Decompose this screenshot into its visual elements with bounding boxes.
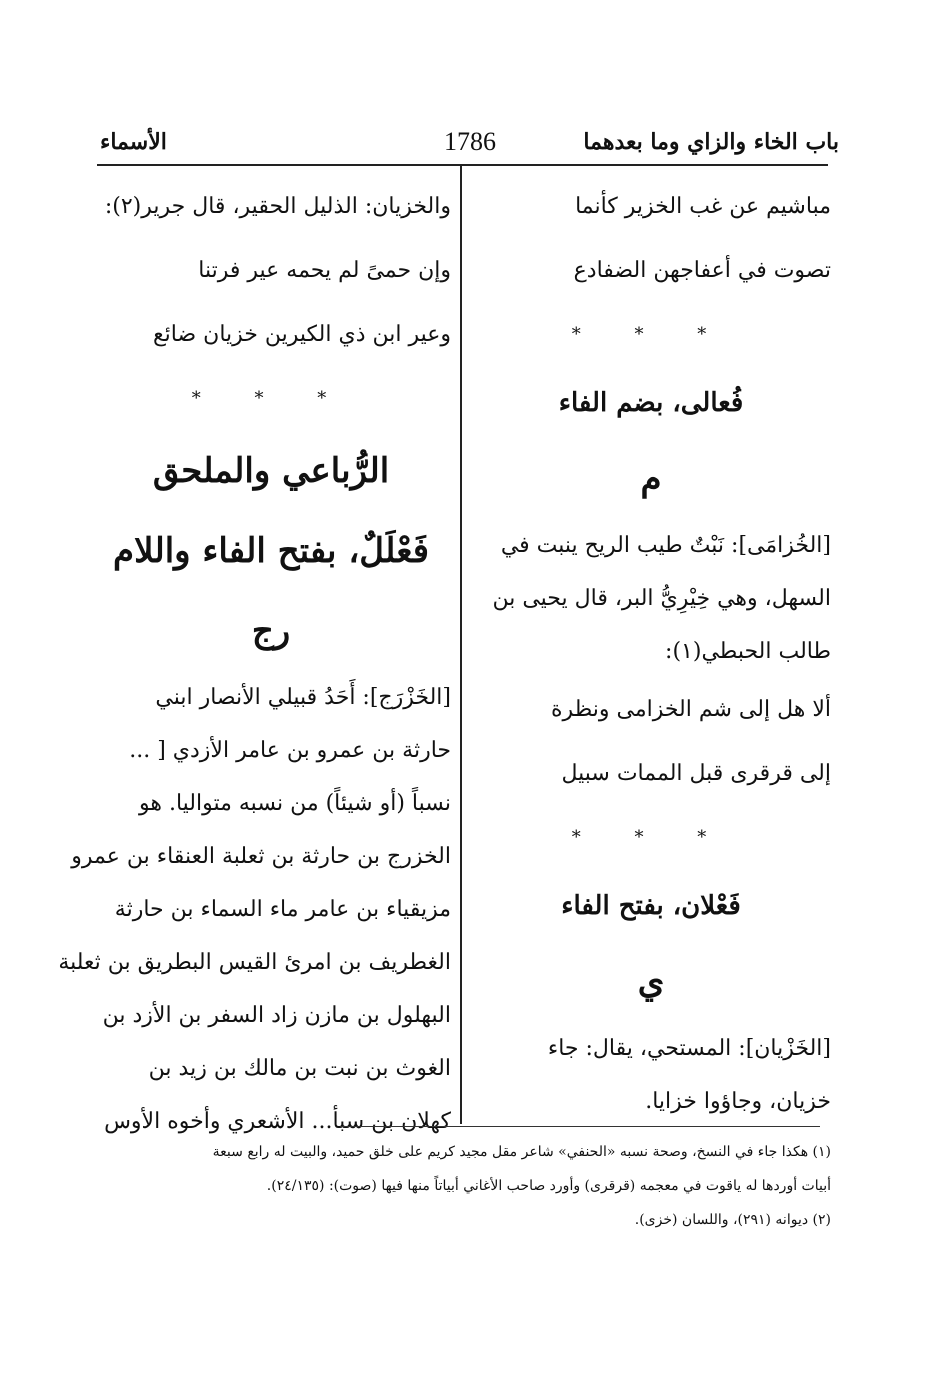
footnote-rule xyxy=(340,1126,820,1127)
entry-line: السهل، وهي خِيْرِيُّ البر، قال يحيى بن xyxy=(492,586,831,611)
pattern-heading: فُعالى، بضم الفاء xyxy=(558,388,744,418)
verse-line: ألا هل إلى شم الخزامى ونظرة xyxy=(551,697,831,722)
entry-line: خزيان، وجاؤوا خزايا. xyxy=(645,1089,831,1114)
running-head-section: الأسماء xyxy=(100,129,167,155)
entry-line: الخزرج بن حارثة بن ثعلبة العنقاء بن عمرو xyxy=(71,844,451,869)
footnote-line: (٢) ديوانه (٢٩١)، واللسان (خزى). xyxy=(634,1212,831,1228)
pattern-heading: فَعْلَلٌ، بفتح الفاء واللام xyxy=(113,531,429,571)
verse-line: مباشيم عن غب الخزير كأنما xyxy=(575,194,831,219)
header-rule xyxy=(97,164,828,166)
section-separator: * * * xyxy=(571,827,731,848)
root-letter-heading: م xyxy=(640,459,662,499)
column-divider xyxy=(460,164,462,1124)
verse-line: وإن حمىً لم يحمه عير فرتنا xyxy=(198,258,451,283)
footnote-line: (١) هكذا جاء في النسخ، وصحة نسبه «الحنفي» شاعر مقل مجيد كريم على خلق حميد، والبيت له رابع سبعة xyxy=(212,1144,831,1160)
footnote-line: أبيات أوردها له ياقوت في معجمه (قرقرى) وأورد صاحب الأغاني أبياتاً منها فيها (صوت): (٢٤/١٣٥). xyxy=(266,1178,831,1194)
root-letter-heading: ي xyxy=(637,962,665,1002)
entry-line: مزيقياء بن عامر ماء السماء بن حارثة xyxy=(114,897,451,922)
page-number: 1786 xyxy=(444,127,496,156)
pattern-heading: فَعْلان، بفتح الفاء xyxy=(561,891,741,921)
entry-line: البهلول بن مازن زاد السفر بن الأزد بن xyxy=(102,1003,451,1028)
verse-line: إلى قرقرى قبل الممات سبيل xyxy=(561,761,831,786)
section-heading: الرُّباعي والملحق xyxy=(152,451,390,491)
section-separator: * * * xyxy=(571,324,731,345)
entry-line: حارثة بن عمرو بن عامر الأزدي [ ... xyxy=(129,738,451,763)
entry-line: [الخُزامَى]: نَبْتٌ طيب الريح ينبت في xyxy=(500,533,831,558)
section-separator: * * * xyxy=(191,388,351,409)
right-column xyxy=(471,175,831,1128)
entry-line: [الخَزْيان]: المستحي، يقال: جاء xyxy=(547,1036,831,1061)
verse-line: تصوت في أعفاجهن الضفادع xyxy=(573,258,831,283)
running-head-chapter: باب الخاء والزاي وما بعدهما xyxy=(583,129,839,155)
entry-line: الغوث بن نبت بن مالك بن زيد بن xyxy=(148,1056,451,1081)
root-letter-heading: رج xyxy=(251,611,291,651)
left-column xyxy=(58,175,451,1148)
entry-line: [الخَزْرَج]: أَحَدُ قبيلي الأنصار ابني xyxy=(155,685,451,710)
entry-line: نسباً (أو شيئاً) من نسبه متواليا. هو xyxy=(139,791,451,816)
verse-line: وعير ابن ذي الكيرين خزيان ضائع xyxy=(152,322,451,347)
entry-line: طالب الحبطي(١): xyxy=(665,639,831,664)
entry-line: كهلان بن سبأ... الأشعري وأخوه الأوس xyxy=(104,1109,451,1134)
entry-line: الغطريف بن امرئ القيس البطريق بن ثعلبة xyxy=(58,950,451,975)
entry-line: والخزيان: الذليل الحقير، قال جرير(٢): xyxy=(104,194,451,219)
